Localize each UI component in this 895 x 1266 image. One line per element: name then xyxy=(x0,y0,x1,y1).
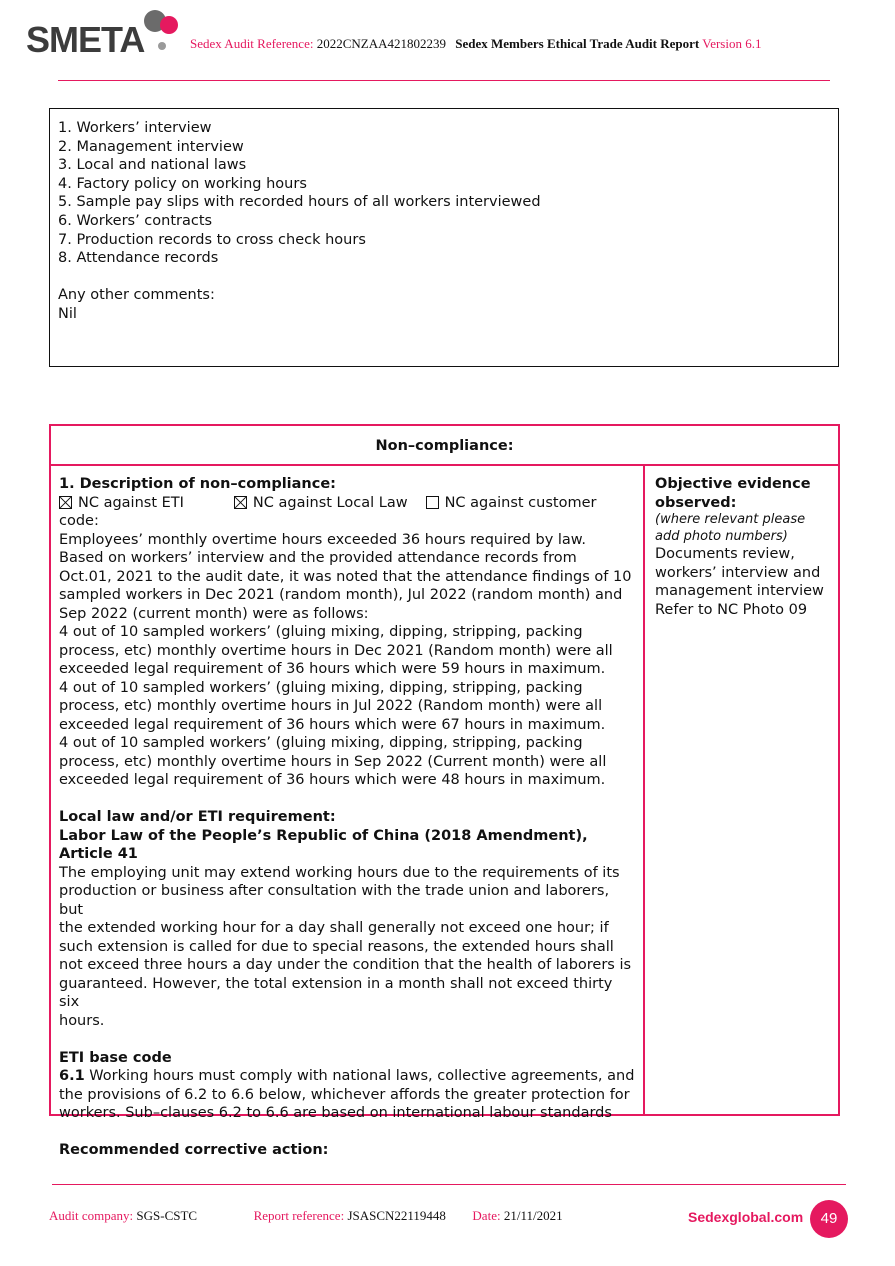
description-line: sampled workers in Dec 2021 (random month), Jul 2022 (random month) and xyxy=(59,587,623,603)
date-label: Date: xyxy=(472,1208,501,1223)
description-line: Oct.01, 2021 to the audit date, it was noted that the attendance findings of 10 xyxy=(59,568,632,585)
objective-evidence-line: Refer to NC Photo 09 xyxy=(655,601,808,618)
description-line: process, etc) monthly overtime hours in Dec 2021 (Random month) were all xyxy=(59,642,613,659)
objective-evidence-line: Documents review, xyxy=(655,546,795,562)
non-compliance-table xyxy=(49,424,840,1159)
description-line: Sep 2022 (current month) were as follows: xyxy=(59,605,369,622)
audit-reference-value: 2022CNZAA421802239 xyxy=(316,36,446,51)
description-line: 4 out of 10 sampled workers’ (gluing mixing, dipping, stripping, packing xyxy=(59,735,583,751)
corrective-action-heading: Recommended corrective action: xyxy=(59,1142,329,1159)
objective-evidence-heading: Objective evidence xyxy=(655,476,811,492)
nc-customer-label-wrap: code: xyxy=(59,513,99,529)
law-line: production or business after consultation with the trade union and laborers, but xyxy=(59,883,610,918)
eti-line: the provisions of 6.2 to 6.6 below, whichever affords the greater protection for xyxy=(59,1086,630,1103)
report-title: Sedex Members Ethical Trade Audit Report xyxy=(455,36,700,51)
nc-eti-checkbox[interactable] xyxy=(59,496,72,509)
law-reference: Labor Law of the People’s Republic of China (2018 Amendment), Article 41 xyxy=(59,827,588,863)
nc-customer-checkbox[interactable] xyxy=(426,496,439,509)
footer-info xyxy=(49,1208,563,1224)
header-divider xyxy=(58,80,830,81)
comments-value: Nil xyxy=(58,305,77,322)
nc-type-checkboxes xyxy=(59,494,637,513)
eti-line: workers. Sub–clauses 6.2 to 6.6 are based on international labour standards xyxy=(59,1105,612,1122)
eti-line xyxy=(59,1067,637,1086)
eti-line-text: Working hours must comply with national laws, collective agreements, and xyxy=(84,1068,635,1085)
date-value: 21/11/2021 xyxy=(503,1208,563,1223)
objective-evidence-line: workers’ interview and xyxy=(655,564,821,581)
evidence-item: 2. Management interview xyxy=(58,138,244,155)
law-requirement-heading: Local law and/or ETI requirement: xyxy=(59,809,336,826)
evidence-item: 4. Factory policy on working hours xyxy=(58,175,307,192)
report-version: Version 6.1 xyxy=(702,36,762,51)
objective-evidence-note: (where relevant please xyxy=(655,512,806,527)
objective-evidence-note-cont: add photo numbers) xyxy=(655,528,788,544)
header-reference xyxy=(190,36,761,52)
nc-local-law-checkbox[interactable] xyxy=(234,496,247,509)
evidence-sources-box xyxy=(49,108,839,367)
description-heading: 1. Description of non–compliance: xyxy=(59,476,336,492)
logo-dot-small xyxy=(158,42,166,50)
footer-divider xyxy=(52,1184,846,1185)
logo-dot-pink xyxy=(160,16,178,34)
non-compliance-heading: Non–compliance: xyxy=(51,426,838,466)
eti-clause-number: 6.1 xyxy=(59,1068,85,1085)
evidence-item: 3. Local and national laws xyxy=(58,157,247,174)
evidence-item: 7. Production records to cross check hours xyxy=(58,231,366,248)
description-line: process, etc) monthly overtime hours in Jul 2022 (Random month) were all xyxy=(59,698,603,714)
description-line: 4 out of 10 sampled workers’ (gluing mixing, dipping, stripping, packing xyxy=(59,679,583,696)
law-line: not exceed three hours a day under the condition that the health of laborers is xyxy=(59,957,632,974)
evidence-item: 6. Workers’ contracts xyxy=(58,212,213,229)
smeta-logo xyxy=(26,8,186,60)
description-line: exceeded legal requirement of 36 hours which were 67 hours in maximum. xyxy=(59,716,606,733)
eti-heading: ETI base code xyxy=(59,1049,172,1066)
description-line: Based on workers’ interview and the provided attendance records from xyxy=(59,550,577,566)
page-number-badge: 49 xyxy=(810,1200,848,1238)
law-line: the extended working hour for a day shall generally not exceed one hour; if xyxy=(59,920,609,937)
description-line: exceeded legal requirement of 36 hours which were 59 hours in maximum. xyxy=(59,661,606,677)
evidence-item: 5. Sample pay slips with recorded hours of all workers interviewed xyxy=(58,194,541,211)
description-line: Employees’ monthly overtime hours exceeded 36 hours required by law. xyxy=(59,531,586,548)
audit-company-label: Audit company: xyxy=(49,1208,134,1223)
website-link[interactable]: Sedexglobal.com xyxy=(688,1209,804,1225)
objective-evidence-cell xyxy=(647,466,838,1114)
audit-company-value: SGS-CSTC xyxy=(136,1208,198,1223)
law-line: hours. xyxy=(59,1012,105,1029)
non-compliance-description-cell xyxy=(51,466,645,1159)
objective-evidence-heading-cont: observed: xyxy=(655,494,737,511)
law-line: guaranteed. However, the total extension in a month shall not exceed thirty six xyxy=(59,975,613,1011)
law-line: such extension is called for due to special reasons, the extended hours shall xyxy=(59,938,614,955)
description-line: process, etc) monthly overtime hours in Sep 2022 (Current month) were all xyxy=(59,753,607,770)
logo-text: SMETA xyxy=(26,19,145,60)
report-reference-label: Report reference: xyxy=(253,1208,345,1223)
report-reference-value: JSASCN22119448 xyxy=(347,1208,446,1223)
description-line: 4 out of 10 sampled workers’ (gluing mixing, dipping, stripping, packing xyxy=(59,624,583,640)
evidence-item: 1. Workers’ interview xyxy=(58,120,212,136)
evidence-item: 8. Attendance records xyxy=(58,250,219,267)
law-line: The employing unit may extend working hours due to the requirements of its xyxy=(59,864,620,881)
nc-eti-label: NC against ETI xyxy=(78,494,184,511)
comments-label: Any other comments: xyxy=(58,287,215,304)
audit-reference-label: Sedex Audit Reference: xyxy=(190,36,314,51)
nc-customer-label: NC against customer xyxy=(444,494,597,511)
nc-local-law-label: NC against Local Law xyxy=(252,494,408,511)
description-line: exceeded legal requirement of 36 hours which were 48 hours in maximum. xyxy=(59,772,606,788)
objective-evidence-line: management interview xyxy=(655,583,824,599)
